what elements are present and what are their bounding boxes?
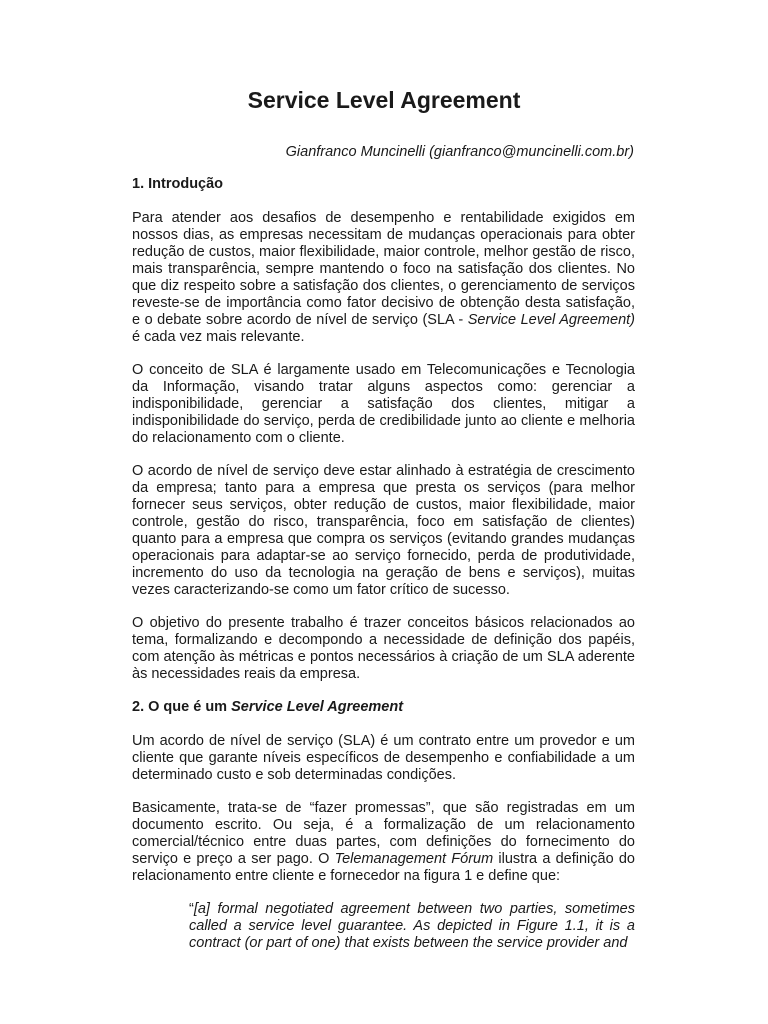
document-title: Service Level Agreement bbox=[247, 87, 521, 113]
block-quote bbox=[189, 901, 635, 952]
quote-open-mark: “ bbox=[189, 901, 194, 917]
document-body bbox=[132, 176, 635, 952]
paragraph-sla-2 bbox=[132, 800, 635, 885]
section-2-heading-emphasis: Service Level Agreement bbox=[231, 699, 404, 715]
paragraph-sla-2-text-b: ilustra a definição do relacionamento entre cliente e fornecedor na figura 1 e define que: bbox=[132, 851, 635, 884]
paragraph-intro-3: O acordo de nível de serviço deve estar alinhado à estratégia de crescimento da empresa; tanto para a empresa que presta os serviços (para melhor fornecer seus serviços, obter redução de custos, maior flexibilidade, maior controle, gestão do risco, transparência, foco em satisfação de clientes) quanto para a empresa que compra os serviços (evitando grandes mudanças operacionais para adaptar-se ao serviço fornecido, perda de produtividade, incremento do uso da tecnologia na geração de bens e serviços), muitas vezes caracterizando-se como um fator crítico de sucesso. bbox=[132, 463, 635, 598]
paragraph-sla-2-text-a: Basicamente, trata-se de “fazer promessas”, que são registradas em um documento escrito. Ou seja, é a formalização de um relacionamento comercial/técnico entre duas partes, com definições do fornecimento do serviço e preço a ser pago. O bbox=[132, 800, 635, 867]
paragraph-intro-1-text-a: Para atender aos desafios de desempenho e rentabilidade exigidos em nossos dias, as empresas necessitam de mudanças operacionais para obter redução de custos, maior flexibilidade, maior controle, melhor gestão de risco, mais transparência, sempre mantendo o foco na satisfação dos clientes. No que diz respeito sobre a satisfação dos clientes, o gerenciamento de serviços reveste-se de importância como fator decisivo de obtenção desta satisfação, e o debate sobre acordo de nível de serviço (SLA - bbox=[132, 210, 635, 328]
author-line: Gianfranco Muncinelli (gianfranco@muncinelli.com.br) bbox=[285, 144, 634, 160]
paragraph-intro-1 bbox=[132, 210, 635, 346]
quote-text: [a] formal negotiated agreement between two parties, sometimes called a service level guarantee. As depicted in Figure 1.1, it is a contract (or part of one) that exists between the service provider and bbox=[189, 901, 635, 951]
paragraph-intro-1-emphasis: Service Level Agreement) bbox=[467, 312, 635, 328]
section-1-heading: 1. Introdução bbox=[132, 176, 224, 192]
paragraph-sla-1: Um acordo de nível de serviço (SLA) é um contrato entre um provedor e um cliente que garante níveis específicos de desempenho e confiabilidade a um determinado custo e sob determinadas condições. bbox=[132, 733, 635, 783]
section-2-heading bbox=[132, 699, 635, 716]
paragraph-intro-2: O conceito de SLA é largamente usado em Telecomunicações e Tecnologia da Informação, visando tratar alguns aspectos como: gerenciar a indisponibilidade, gerenciar a satisfação dos clientes, mitigar a indisponibilidade do serviço, perda de credibilidade junto ao cliente e melhoria do relacionamento com o cliente. bbox=[132, 362, 635, 446]
paragraph-intro-1-text-b: é cada vez mais relevante. bbox=[132, 329, 305, 345]
paragraph-intro-4: O objetivo do presente trabalho é trazer conceitos básicos relacionados ao tema, formalizando e decompondo a necessidade de definição dos papéis, com atenção às métricas e pontos necessários à criação de um SLA aderente às necessidades reais da empresa. bbox=[132, 615, 635, 682]
paragraph-sla-2-emphasis: Telemanagement Fórum bbox=[334, 851, 494, 867]
section-2-heading-text: 2. O que é um bbox=[132, 699, 232, 715]
